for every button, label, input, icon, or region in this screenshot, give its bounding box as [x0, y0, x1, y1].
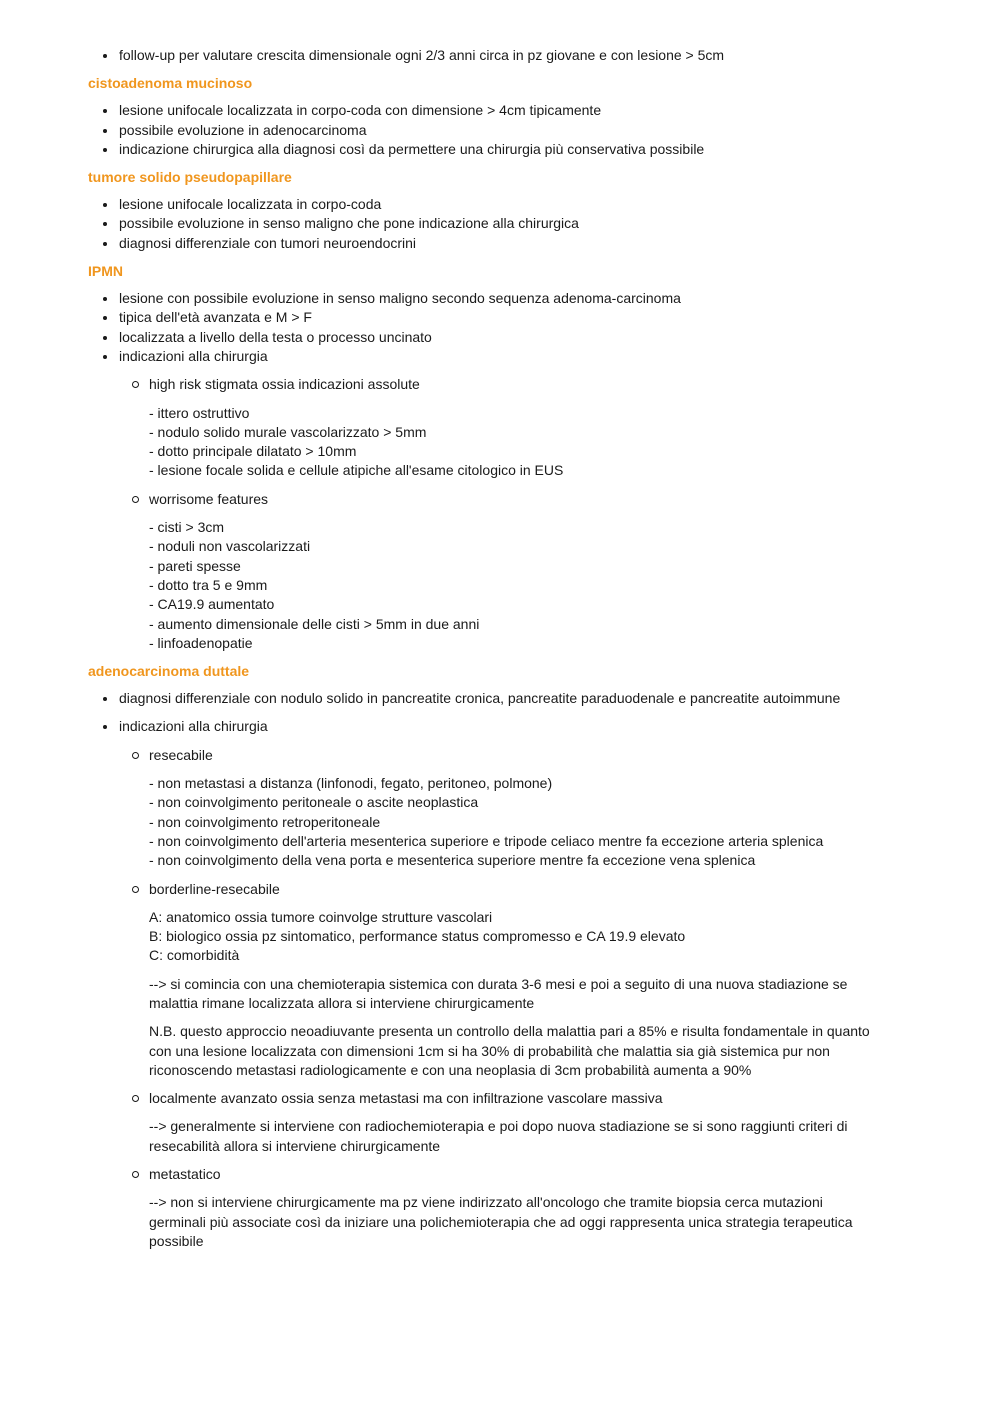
- criteria-line: A: anatomico ossia tumore coinvolge strutture vascolari: [149, 908, 493, 925]
- sub-item-high-risk: [119, 375, 880, 480]
- section-title-cistoadenoma: cistoadenoma mucinoso: [88, 75, 253, 92]
- list-item-indicazioni: [88, 717, 880, 1251]
- criteria-line: C: comorbidità: [149, 947, 240, 964]
- sub-item-metastatico: [119, 1165, 880, 1251]
- list-item: lesione unifocale localizzata in corpo-coda con dimensione > 4cm tipicamente: [88, 101, 880, 120]
- list-item-indicazioni: [88, 347, 880, 653]
- criteria-line: - ittero ostruttivo: [149, 404, 250, 421]
- criteria-line: - noduli non vascolarizzati: [149, 538, 311, 555]
- criteria-line: - cisti > 3cm: [149, 519, 225, 536]
- ipmn-sublist: [119, 375, 880, 653]
- sub-item-label: localmente avanzato ossia senza metastasi ma con infiltrazione vascolare massiva: [149, 1090, 663, 1107]
- criteria-line: - non coinvolgimento della vena porta e mesenterica superiore mentre fa eccezione vena splenica: [149, 852, 756, 869]
- criteria-line: - nodulo solido murale vascolarizzato > 5mm: [149, 423, 427, 440]
- list-item-label: indicazioni alla chirurgia: [119, 347, 268, 364]
- section-title-ipmn: IPMN: [88, 263, 123, 280]
- list-item: localizzata a livello della testa o processo uncinato: [88, 328, 880, 347]
- list-item: lesione con possibile evoluzione in senso maligno secondo sequenza adenoma-carcinoma: [88, 289, 880, 308]
- criteria-line: - non coinvolgimento peritoneale o ascite neoplastica: [149, 794, 479, 811]
- cistoadenoma-list: [88, 101, 880, 159]
- list-item: follow-up per valutare crescita dimensionale ogni 2/3 anni circa in pz giovane e con lesione > 5cm: [88, 46, 880, 65]
- borderline-criteria: [149, 908, 880, 966]
- sub-item-label: metastatico: [149, 1166, 221, 1183]
- list-item-label: indicazioni alla chirurgia: [119, 718, 268, 735]
- sub-item-label: resecabile: [149, 746, 213, 763]
- sub-item-localmente-avanzato: [119, 1089, 880, 1156]
- criteria-line: - pareti spesse: [149, 557, 241, 574]
- metastatico-approach: --> non si interviene chirurgicamente ma pz viene indirizzato all'oncologo che tramite biopsia cerca mutazioni germinali più associate così da iniziare una polichemioterapia che ad oggi rappresenta unica strategia terapeutica possibile: [149, 1194, 853, 1249]
- criteria-line: - dotto principale dilatato > 10mm: [149, 443, 357, 460]
- list-item: indicazione chirurgica alla diagnosi così da permettere una chirurgia più conservativa possibile: [88, 140, 880, 159]
- resecabile-criteria: [149, 774, 880, 870]
- ipmn-list: [88, 289, 880, 653]
- list-item: possibile evoluzione in adenocarcinoma: [88, 121, 880, 140]
- list-item: tipica dell'età avanzata e M > F: [88, 308, 880, 327]
- sub-item-resecabile: [119, 746, 880, 871]
- criteria-line: - non coinvolgimento retroperitoneale: [149, 813, 381, 830]
- criteria-line: - aumento dimensionale delle cisti > 5mm in due anni: [149, 615, 480, 632]
- adenocarcinoma-sublist: [119, 746, 880, 1252]
- sub-item-worrisome: [119, 490, 880, 653]
- criteria-line: - non metastasi a distanza (linfonodi, fegato, peritoneo, polmone): [149, 775, 553, 792]
- worrisome-criteria: [149, 518, 880, 653]
- criteria-line: - linfoadenopatie: [149, 634, 253, 651]
- adenocarcinoma-list: [88, 689, 880, 1251]
- section-title-adenocarcinoma: adenocarcinoma duttale: [88, 663, 250, 680]
- borderline-approach: --> si comincia con una chemioterapia sistemica con durata 3-6 mesi e poi a seguito di una nuova stadiazione se malattia rimane localizzata allora si interviene chirurgicamente: [149, 975, 848, 1011]
- criteria-line: - lesione focale solida e cellule atipiche all'esame citologico in EUS: [149, 462, 564, 479]
- criteria-line: B: biologico ossia pz sintomatico, performance status compromesso e CA 19.9 elevato: [149, 928, 686, 945]
- sub-item-label: borderline-resecabile: [149, 880, 280, 897]
- list-item: possibile evoluzione in senso maligno che pone indicazione alla chirurgica: [88, 214, 880, 233]
- pseudopapillare-list: [88, 195, 880, 253]
- intro-list: [88, 46, 880, 65]
- sub-item-label: worrisome features: [149, 490, 269, 507]
- section-title-pseudopapillare: tumore solido pseudopapillare: [88, 169, 292, 186]
- high-risk-criteria: [149, 404, 880, 481]
- sub-item-borderline: [119, 880, 880, 1081]
- list-item: diagnosi differenziale con tumori neuroendocrini: [88, 234, 880, 253]
- sub-item-label: high risk stigmata ossia indicazioni assolute: [149, 376, 420, 393]
- criteria-line: - CA19.9 aumentato: [149, 596, 275, 613]
- criteria-line: - non coinvolgimento dell'arteria mesenterica superiore e tripode celiaco mentre fa eccezione arteria splenica: [149, 832, 824, 849]
- criteria-line: - dotto tra 5 e 9mm: [149, 576, 268, 593]
- avanzato-approach: --> generalmente si interviene con radiochemioterapia e poi dopo nuova stadiazione se si sono raggiunti criteri di resecabilità allora si interviene chirurgicamente: [149, 1118, 848, 1154]
- borderline-note: N.B. questo approccio neoadiuvante presenta un controllo della malattia pari a 85% e risulta fondamentale in quanto con una lesione localizzata con dimensioni 1cm si ha 30% di probabilità che malattia sia già sistemica pur non riconoscendo metastasi radiologicamente e con una neoplasia di 3cm probabilità aumenta a 90%: [149, 1023, 870, 1078]
- list-item: diagnosi differenziale con nodulo solido in pancreatite cronica, pancreatite paraduodenale e pancreatite autoimmune: [88, 689, 880, 708]
- list-item: lesione unifocale localizzata in corpo-coda: [88, 195, 880, 214]
